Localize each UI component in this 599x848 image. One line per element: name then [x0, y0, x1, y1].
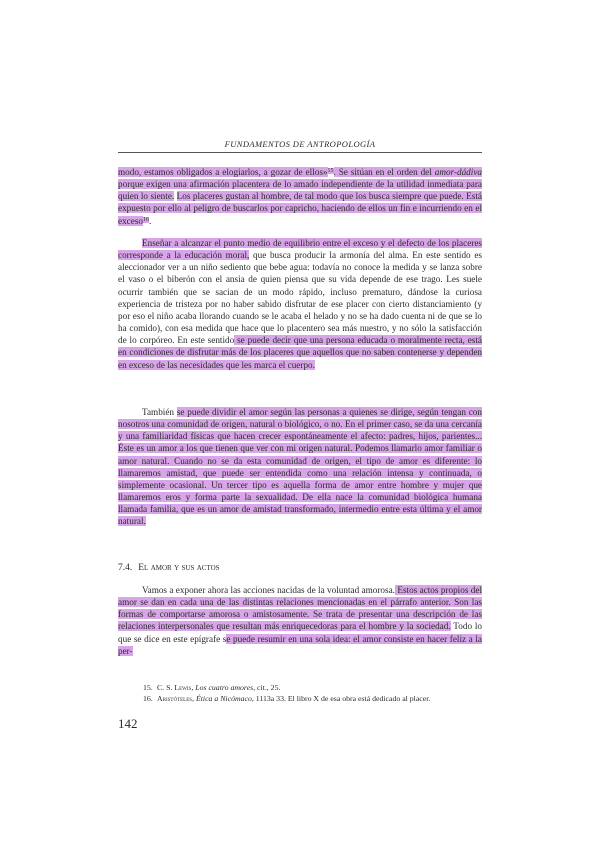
highlighted-text: amor-dádiva	[434, 167, 482, 177]
footnote-ref: 15	[327, 168, 334, 174]
body-text: que busca producir la armonía del alma. En este sentido es aleccionador ver a un niño sediento que bebe agua: todavía no conoce la medida y se lanza sobre el vaso o el biberón con el ansia de quien piensa que su vida depende de ese trago. Les suele ocurrir también que se sacian de un modo rápido, incluso prematuro, dándose la curiosa experiencia de tristeza por no haber sabido disfrutar de ese placer con cierto distanciamiento (y por eso el niño acaba llorando cuando se le acaba el helado y no se ha dado cuenta ni de que se lo ha comido), con esa medida que hace que lo placentero sea más nuestro, y no sólo la satisfacción de lo corpóreo. En este sentido	[118, 250, 482, 346]
page-number: 142	[118, 716, 138, 731]
footnote-work: Los cuatro amores	[195, 683, 254, 692]
footnote-ref: 16	[143, 216, 149, 223]
body-text: Vamos a exponer ahora las acciones nacidas de la voluntad amorosa.	[142, 585, 395, 595]
highlighted-text: Estos actos propios del amor se dan en cada una de las distintas relaciones mencionadas en el párrafo anterior. Son las formas de comportarse amorosa o amistosamente. Se trata de presentar una descripción de las relaciones interpersonales que resultan más enriquecedoras para el hombre y la sociedad.	[118, 585, 482, 632]
highlighted-text: e puede resumir en una sola idea: el amor consiste en hacer feliz a la per-	[118, 633, 482, 656]
footnote-16: 16. Aristóteles, Ética a Nicómaco, 1113a 33. El libro X de esa obra está dedicado al placer.	[143, 694, 431, 703]
footnote-author: Aristóteles	[157, 694, 193, 703]
footnote-author: C. S. Lewis	[157, 683, 192, 692]
footnote-work: Ética a Nicómaco	[195, 694, 252, 703]
footnote-rest: , cit., 25.	[253, 683, 281, 692]
footnote-label: 16.	[143, 694, 153, 703]
section-title-text: El amor y sus actos	[138, 563, 220, 573]
paragraph-kinds-of-love	[118, 406, 482, 528]
footnote-rest: , 1113a 33. El libro X de esa obra está dedicado al placer.	[251, 694, 431, 703]
section-heading	[118, 563, 220, 573]
highlighted-text: Los placeres gustan al hombre, de tal modo que los busca siempre que puede. Está expuesto por ello al peligro de buscarlos por capricho, haciendo de ellos un fin e incurriendo en el exceso	[118, 191, 482, 226]
paragraph-pleasure-education	[118, 237, 482, 371]
footnotes	[143, 682, 483, 704]
highlighted-text: se puede decir que una persona educada o moralmente recta, está en condiciones de disfrutar más de los placeres que aquellos que no saben contenerse y dependen en exceso de las necesidades que les marca el cuerpo.	[118, 335, 482, 370]
section-number: 7.4.	[118, 563, 133, 573]
body-text: .	[149, 215, 152, 226]
running-title: FUNDAMENTOS DE ANTROPOLOGÍA	[224, 139, 376, 149]
paragraph-continuation	[118, 166, 482, 227]
paragraph-acts-of-love	[118, 584, 482, 657]
running-header	[118, 139, 482, 153]
footnote-15: 15. C. S. Lewis, Los cuatro amores, cit., 25.	[143, 683, 281, 692]
highlighted-text: Enseñar a alcanzar el punto medio de equilibrio entre el exceso y el defecto de los placeres corresponde a la educación moral,	[118, 238, 482, 261]
highlighted-text: . Se sitúan en el orden del	[333, 167, 435, 177]
highlighted-text: se puede dividir el amor según las personas a quienes se dirige, según tengan con nosotros una comunidad de origen, natural o biológico, o no. En el primer caso, se da una cercanía y una familiaridad físicas que hacen crecer espontáneamente el afecto: padres, hijos, parientes... Éste es un amor a los que tienen que ver con mi origen natural. Podemos llamarlo amor familiar o amor natural. Cuando no se da esta comunidad de origen, el tipo de amor es diferente: lo llamaremos amistad, que puede ser entendida como una relación intensa y continuada, o simplemente ocasional. Un tercer tipo es aquella forma de amor entre hombre y mujer que llamaremos eros y forma parte la sexualidad. De ella nace la comunidad biológica humana llamada familia, que es un amor de amistad transformado, intermedio entre esta última y el amor natural.	[118, 407, 482, 527]
footnote-label: 15.	[143, 683, 153, 692]
highlighted-text: modo, estamos obligados a elogiarlos, a gozar de ellos»	[118, 167, 328, 177]
highlighted-text: porque exigen una afirmación placentera de lo amado independiente de la utilidad inmediata para quien lo siente.	[118, 179, 482, 202]
body-text: Todo lo que se dice en este epígrafe s	[118, 621, 483, 644]
body-text: También	[142, 407, 177, 417]
